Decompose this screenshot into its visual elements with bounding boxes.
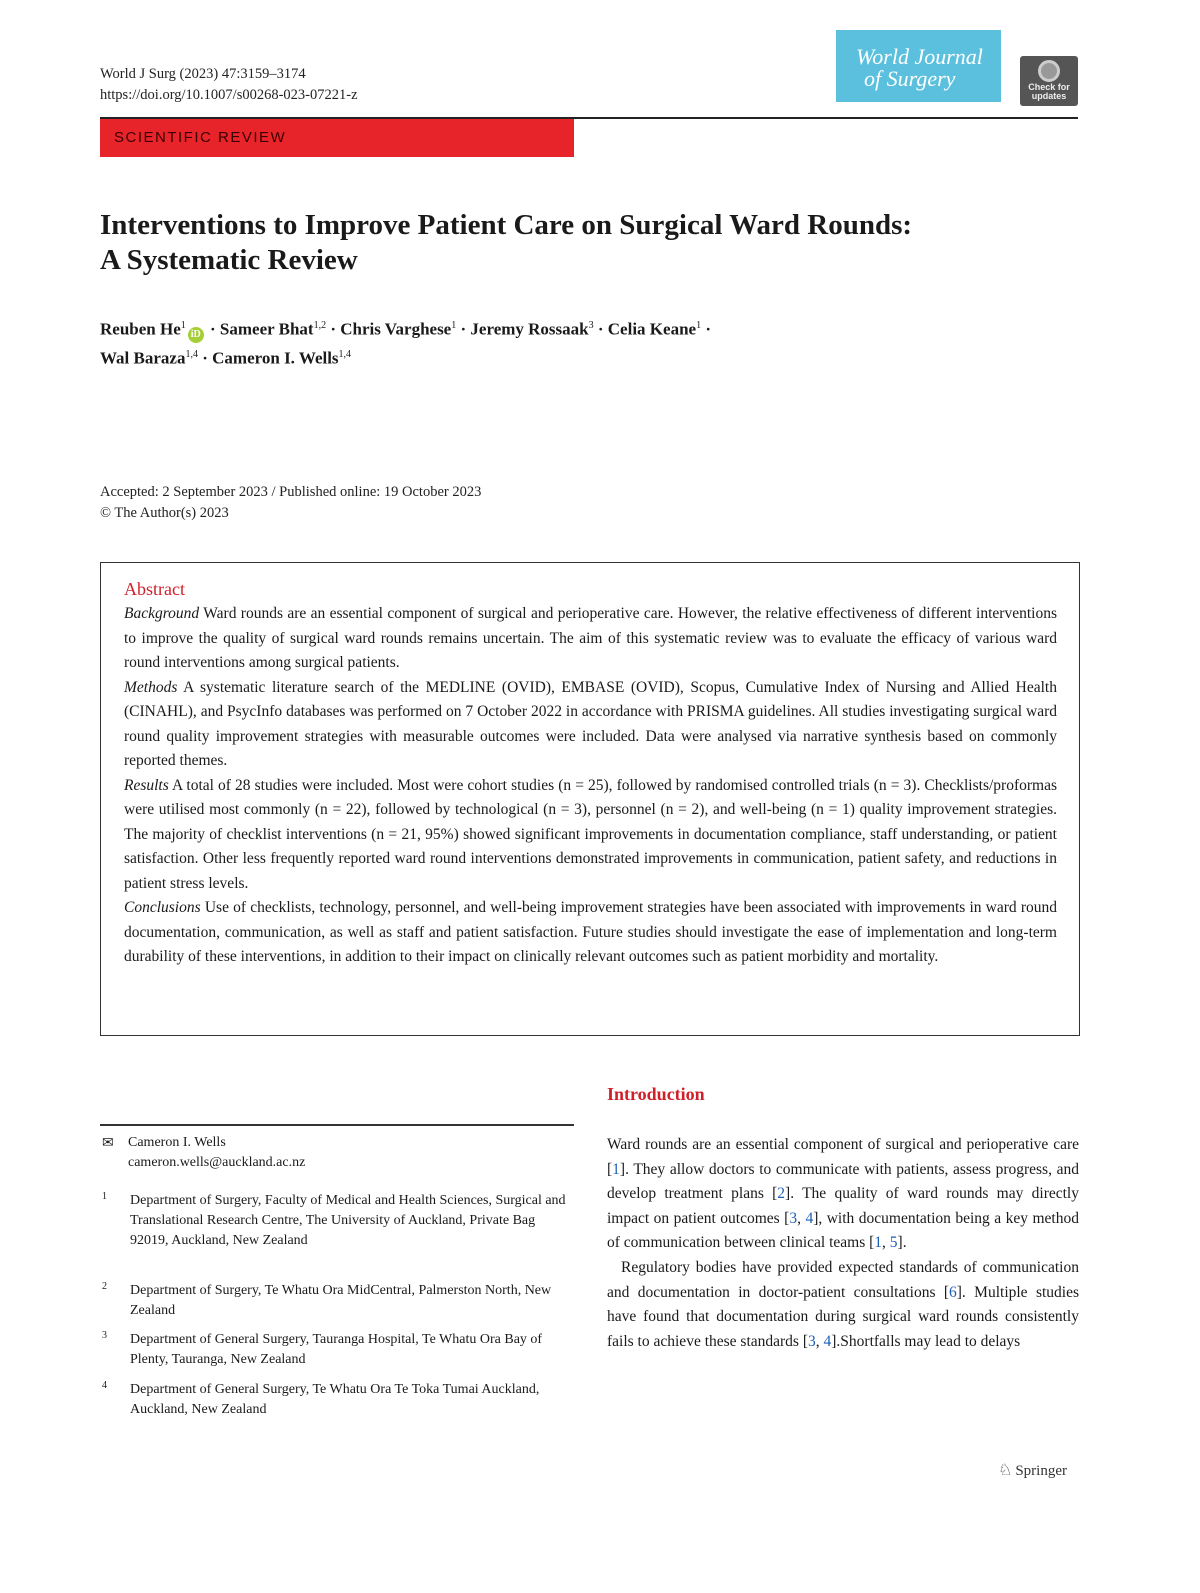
author-name: Jeremy Rossaak — [470, 319, 589, 339]
check-updates-label: Check for updates — [1028, 82, 1070, 101]
reference-link[interactable]: 1 — [612, 1160, 620, 1178]
doi-link[interactable]: https://doi.org/10.1007/s00268-023-07221-z — [100, 87, 358, 103]
envelope-icon: ✉ — [102, 1136, 114, 1151]
citation-line: World J Surg (2023) 47:3159–3174 — [100, 66, 306, 82]
abstract-label: Methods — [124, 678, 178, 696]
title-line: Interventions to Improve Patient Care on Surgical Ward Rounds: — [100, 209, 913, 241]
author-line: Reuben $He^1iD$ · Sameer Bhat$^{1,2}$ · Chris Varghese$^1$ · Jeremy Rossaak$^3$ · Celia Keane$^1$ · — [100, 314, 1090, 343]
author-affiliation: 1,4 — [185, 348, 198, 360]
springer-horse-icon: ♘ — [998, 1462, 1013, 1479]
abstract-label: Results — [124, 776, 169, 794]
author-name: Cameron I. Wells — [212, 348, 339, 368]
abstract-background — [124, 602, 1057, 676]
section-heading-introduction: Introduction — [607, 1084, 705, 1104]
affiliation-text: Department of General Surgery, Tauranga Hospital, Te Whatu Ora Bay of Plenty, Tauranga, New Zealand — [130, 1332, 543, 1367]
abstract-text: A total of 28 studies were included. Most were cohort studies (n = 25), followed by randomised controlled trials (n = 3). Checklists/proformas were utilised most commonly (n = 22), followed by technological (n = 3), personnel (n = 2), and well-being (n = 1) quality improvement strategies. The majority of checklist interventions (n = 21, 95%) showed significant improvements in documentation compliance, staff understanding, or patient satisfaction. Other less frequently reported ward round interventions demonstrated improvements in communication, patient safety, and reductions in patient stress levels. — [124, 776, 1057, 892]
affiliation-item — [100, 1330, 570, 1370]
abstract-text: A systematic literature search of the MEDLINE (OVID), EMBASE (OVID), Scopus, Cumulative Index of Nursing and Allied Health (CINAHL), and PsycInfo databases was performed on 7 October 2022 in accordance with PRISMA guidelines. All studies investigating surgical ward round quality improvement strategies with measurable outcomes were included. Data were analysed via narrative synthesis based on commonly reported themes. — [124, 678, 1057, 769]
publisher-name: Springer — [1015, 1463, 1068, 1479]
abstract-text: Ward rounds are an essential component of surgical and perioperative care. However, the relative effectiveness of different interventions to improve the quality of surgical ward rounds remains uncertain. The aim of this systematic review was to evaluate the efficacy of various ward round interventions among surgical patients. — [124, 605, 1057, 671]
affiliation-item — [100, 1191, 570, 1251]
corresponding-author — [100, 1133, 570, 1173]
affiliation-number: 4 — [102, 1380, 107, 1391]
affiliation-number: 3 — [102, 1330, 107, 1341]
publication-dates — [100, 482, 481, 524]
author-name: Celia Keane — [607, 319, 697, 339]
affiliation-text: Department of General Surgery, Te Whatu Ora Te Toka Tumai Auckland, Auckland, New Zealand — [130, 1382, 540, 1417]
author-affiliation: 1 — [180, 320, 186, 331]
reference-link[interactable]: 3 — [789, 1209, 798, 1227]
abstract-results — [124, 774, 1057, 897]
journal-logo-line: World Journal — [856, 44, 983, 69]
affiliation-text: Department of Surgery, Te Whatu Ora MidCentral, Palmerston North, New Zealand — [130, 1283, 552, 1318]
author-name: Wal Baraza — [100, 348, 186, 368]
author-name: Sameer Bhat — [219, 319, 314, 339]
abstract-text: Use of checklists, technology, personnel, and well-being improvement strategies have been associated with improvements in ward round documentation, communication, as well as staff and patient satisfaction. Future studies should investigate the ease of implementation and long-term durability of these interventions, in addition to their impact on clinically relevant outcomes such as patient morbidity and mortality. — [124, 899, 1058, 965]
reference-link[interactable]: 4 — [805, 1209, 814, 1227]
author-affiliation: 1 — [696, 320, 702, 331]
copyright-notice: © The Author(s) 2023 — [100, 505, 229, 521]
corresponding-email-link[interactable]: cameron.wells@auckland.ac.nz — [128, 1155, 306, 1170]
affiliation-number: 2 — [102, 1281, 107, 1292]
reference-link[interactable]: 1 — [874, 1234, 883, 1252]
author-list — [100, 314, 1090, 370]
footnote-divider — [100, 1124, 574, 1126]
journal-logo[interactable] — [836, 30, 1001, 102]
abstract-label: Conclusions — [124, 899, 201, 916]
author-name: Chris Varghese — [340, 319, 452, 339]
reference-link[interactable]: 4 — [823, 1332, 832, 1350]
author-affiliation: 1,4 — [338, 348, 352, 360]
section-label: SCIENTIFIC REVIEW — [100, 119, 574, 157]
corresponding-name: Cameron I. Wells — [128, 1135, 226, 1150]
author-affiliation: 1 — [451, 320, 457, 331]
abstract-methods — [124, 676, 1057, 774]
affiliation-item — [100, 1380, 570, 1420]
check-for-updates-button[interactable] — [1020, 56, 1078, 106]
intro-paragraph: Regulatory bodies have provided expected standards of communication and documentation in doctor-patient consultations [6]. Multiple studies have found that documentation during surgical ward rounds consistently fails to achieve these standards [3, 4].Shortfalls may lead to delays — [607, 1258, 1079, 1350]
intro-paragraph: Ward rounds are an essential component of surgical and perioperative care [1]. They allow doctors to communicate with patients, assess progress, and develop treatment plans [2]. The quality of ward rounds may directly impact on patient outcomes [3, 4], with documentation being a key method of communication between clinical teams [1, 5]. — [607, 1136, 1079, 1252]
title-line: A Systematic Review — [100, 244, 358, 276]
journal-logo-line: of Surgery — [864, 66, 956, 91]
affiliation-number: 1 — [102, 1191, 107, 1202]
orcid-icon[interactable]: iD — [188, 327, 204, 343]
author-affiliation: 1,2 — [313, 320, 327, 331]
reference-link[interactable]: 6 — [949, 1283, 957, 1301]
check-updates-icon — [1038, 60, 1060, 82]
article-title — [100, 208, 1090, 278]
author-name: Reuben He — [100, 319, 181, 339]
reference-link[interactable]: 3 — [808, 1332, 816, 1350]
abstract-box — [100, 562, 1080, 1036]
author-affiliation: 3 — [588, 320, 594, 331]
reference-link[interactable]: 2 — [777, 1185, 786, 1203]
author-line: Wal Baraza$^{1,4}$ · Cameron I. Wells$^{1,4}$ — [100, 348, 352, 368]
reference-link[interactable]: 5 — [889, 1234, 898, 1252]
introduction-body — [607, 1133, 1079, 1354]
abstract-label: Background — [124, 605, 200, 622]
publisher-logo[interactable] — [998, 1460, 1067, 1480]
abstract-heading: Abstract — [124, 579, 185, 599]
abstract-conclusions — [124, 896, 1057, 970]
affiliation-item — [100, 1281, 570, 1321]
citation-block — [100, 64, 358, 106]
affiliation-text: Department of Surgery, Faculty of Medical and Health Sciences, Surgical and Translational Research Centre, The University of Auckland, Private Bag 92019, Auckland, New Zealand — [130, 1193, 566, 1248]
accepted-published-dates: Accepted: 2 September 2023 / Published online: 19 October 2023 — [100, 484, 482, 500]
